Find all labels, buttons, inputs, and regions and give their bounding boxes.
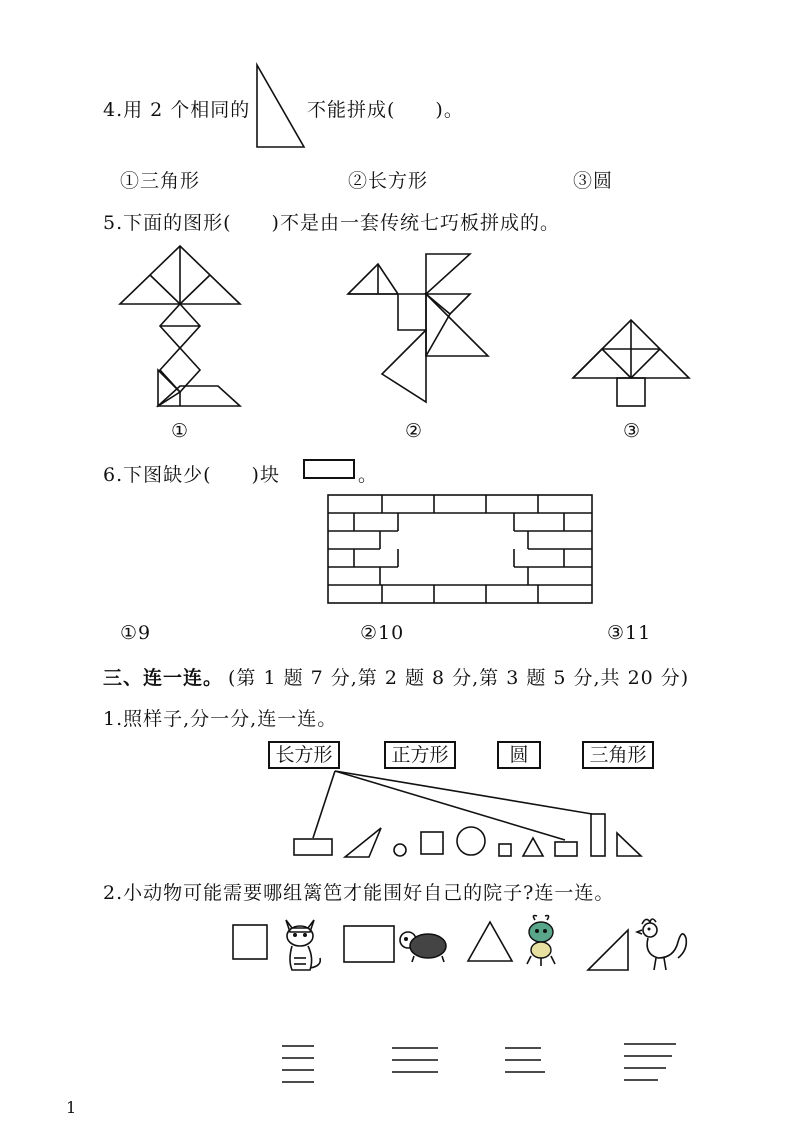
q6-option-3[interactable]: ③11 [607, 622, 652, 644]
q5-figure-3 [571, 318, 701, 418]
fence-group-1[interactable] [280, 1042, 324, 1086]
q4-option-3[interactable]: ③圆 [573, 170, 614, 192]
rooster-icon [634, 914, 690, 974]
section3-heading: 三、连一连。 [103, 667, 224, 689]
square-fence-icon [232, 924, 272, 964]
rectangle-fence-icon [343, 925, 403, 969]
fence-group-3[interactable] [503, 1044, 563, 1088]
triangle-fence-icon [466, 919, 516, 965]
box-triangle-label[interactable]: 三角形 [582, 741, 654, 769]
q5-label-2[interactable]: ② [405, 420, 424, 442]
fence-group-2[interactable] [390, 1044, 450, 1088]
q5-figure-1 [118, 244, 248, 414]
q5-label-1[interactable]: ① [171, 420, 190, 442]
q5-label-3[interactable]: ③ [623, 420, 642, 442]
q4-suffix: 不能拼成( )。 [307, 99, 464, 121]
box-circle-label[interactable]: 圆 [497, 741, 541, 769]
fence-group-4[interactable] [622, 1040, 682, 1090]
q4-prefix: 4.用 2 个相同的 [103, 99, 251, 121]
q6-suffix: 。 [358, 464, 379, 486]
right-triangle-fence-icon [586, 926, 636, 976]
s3q2-question: 2.小动物可能需要哪组篱笆才能围好自己的院子?连一连。 [103, 882, 615, 904]
q6-option-2[interactable]: ②10 [360, 622, 405, 644]
s3q1-shapes-and-lines [285, 768, 685, 868]
cat-icon [276, 914, 326, 974]
q5-figure-2 [346, 252, 496, 422]
box-rectangle-label[interactable]: 长方形 [268, 741, 340, 769]
s3q1-question: 1.照样子,分一分,连一连。 [103, 708, 338, 730]
shape-rectangle [294, 839, 332, 855]
q6-brick-sample [303, 459, 355, 479]
q4-option-1[interactable]: ①三角形 [120, 170, 201, 192]
q4-option-2[interactable]: ②长方形 [348, 170, 429, 192]
q5-question: 5.下面的图形( )不是由一套传统七巧板拼成的。 [103, 212, 560, 234]
ant-icon [517, 912, 567, 968]
page-number: 1 [66, 1098, 78, 1117]
turtle-icon [398, 928, 454, 968]
q4-right-triangle [254, 62, 314, 152]
q6-prefix: 6.下图缺少( )块 [103, 464, 280, 486]
q6-option-1[interactable]: ①9 [120, 622, 152, 644]
section3-points: (第 1 题 7 分,第 2 题 8 分,第 3 题 5 分,共 20 分) [228, 667, 690, 689]
q6-brick-wall [328, 495, 598, 605]
box-square-label[interactable]: 正方形 [384, 741, 456, 769]
